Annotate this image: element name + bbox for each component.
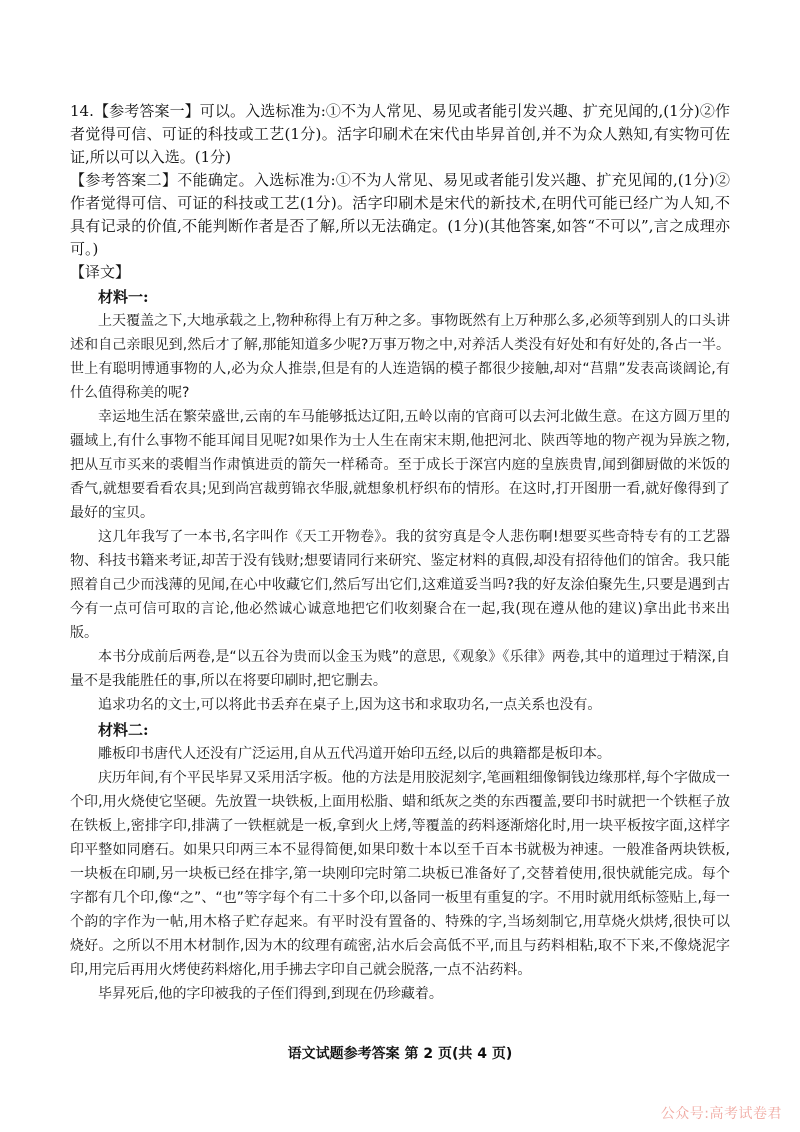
question-number: 14. — [70, 102, 94, 120]
material-1-title: 材料一: — [98, 288, 149, 306]
material-2-title: 材料二: — [98, 721, 149, 739]
material-1-paragraph: 本书分成前后两卷,是“以五谷为贵而以金玉为贱”的意思,《观象》《乐律》两卷,其中的道理过于精深,自量不是我能胜任的事,所以在将要印刷时,把它删去。 — [70, 649, 730, 689]
material-1-paragraph: 上天覆盖之下,大地承载之上,物种称得上有万种之多。事物既然有上万种那么多,必须等到别人的口头讲述和自己亲眼见到,然后才了解,那能知道多少呢?万事万物之中,对养活人类没有好处和有好处的,各占一半。世上有聪明博通事物的人,必为众人推崇,但是有的人连造锅的模子都很少接触,却对“莒鼎”发表高谈阔论,有什么值得称美的呢? — [70, 313, 730, 401]
page-footer: 语文试题参考答案 第 2 页(共 4 页) — [287, 1046, 513, 1062]
answer-option-1-text: 【参考答案一】可以。入选标准为:①不为人常见、易见或者能引发兴趣、扩充见闻的,(1分)②作者觉得可信、可证的科技或工艺(1分)。活字印刷术在宋代由毕昇首创,并不为众人熟知,有实物可佐证,所以可以入选。(1分) — [70, 102, 730, 166]
material-2-paragraph: 雕板印书唐代人还没有广泛运用,自从五代冯道开始印五经,以后的典籍都是板印本。 — [98, 746, 611, 762]
answer-option-2: 【参考答案二】不能确定。入选标准为:①不为人常见、易见或者能引发兴趣、扩充见闻的,(1分)②作者觉得可信、可证的科技或工艺(1分)。活字印刷术是宋代的新技术,在明代可能已经广为人知,不具有记录的价值,不能判断作者是否了解,所以无法确定。(1分)(其他答案,如答“不可以”,言之成理亦可。) — [70, 171, 730, 258]
translation-heading: 【译文】 — [70, 263, 131, 281]
material-2-paragraph: 庆历年间,有个平民毕昇又采用活字板。他的方法是用胶泥刻字,笔画粗细像铜钱边缘那样,每个字做成一个印,用火烧使它坚硬。先放置一块铁板,上面用松脂、蜡和纸灰之类的东西覆盖,要印书时就把一个铁框子放在铁板上,密排字印,排满了一铁框就是一板,拿到火上烤,等覆盖的药料逐渐熔化时,用一块平板按字面,这样字印平整如同磨石。如果只印两三本不显得简便,如果印数十本以至千百本书就极为神速。一般准备两块铁板,一块板在印刷,另一块板已经在排字,第一块刚印完时第二块板已准备好了,交替着使用,很快就能完成。每个字都有几个印,像“之”、“也”等字每个有二十多个印,以备同一板里有重复的字。不用时就用纸标签贴上,每一个韵的字作为一帖,用木格子贮存起来。有平时没有置备的、特殊的字,当场刻制它,用草烧火烘烤,很快可以烧好。之所以不用木材制作,因为木的纹理有疏密,沾水后会高低不平,而且与药料相粘,取不下来,不像烧泥字印,用完后再用火烤使药料熔化,用手拂去字印自己就会脱落,一点不沾药料。 — [70, 770, 730, 978]
material-1-paragraph: 追求功名的文士,可以将此书丢弃在桌子上,因为这书和求取功名,一点关系也没有。 — [98, 697, 602, 713]
page-content — [70, 100, 730, 1006]
material-1-paragraph: 幸运地生活在繁荣盛世,云南的车马能够抵达辽阳,五岭以南的官商可以去河北做生意。在这方圆万里的疆域上,有什么事物不能耳闻目见呢?如果作为士人生在南宋末期,他把河北、陕西等地的物产视为异族之物,把从互市买来的裘帽当作肃慎进贡的箭矢一样稀奇。至于成长于深宫内庭的皇族贵胄,闻到御厨做的米饭的香气,就想要看看农具;见到尚宫裁剪锦衣华服,就想象机杼织布的情形。在这时,打开图册一看,就好像得到了最好的宝贝。 — [70, 409, 730, 521]
material-2-paragraph: 毕昇死后,他的字印被我的子侄们得到,到现在仍珍藏着。 — [98, 986, 443, 1002]
material-1-paragraph: 这几年我写了一本书,名字叫作《天工开物卷》。我的贫穷真是令人悲伤啊!想要买些奇特专有的工艺器物、科技书籍来考证,却苦于没有钱财;想要请同行来研究、鉴定材料的真假,却没有招待他们的馆舍。我只能照着自己少而浅薄的见闻,在心中收藏它们,然后写出它们,这难道妥当吗?我的好友涂伯聚先生,只要是遇到古今有一点可信可取的言论,他必然诚心诚意地把它们收刻聚合在一起,我(现在遵从他的建议)拿出此书来出版。 — [70, 529, 730, 641]
answer-option-1 — [70, 100, 730, 169]
watermark-text: 公众号:高考试卷君 — [660, 1106, 782, 1122]
